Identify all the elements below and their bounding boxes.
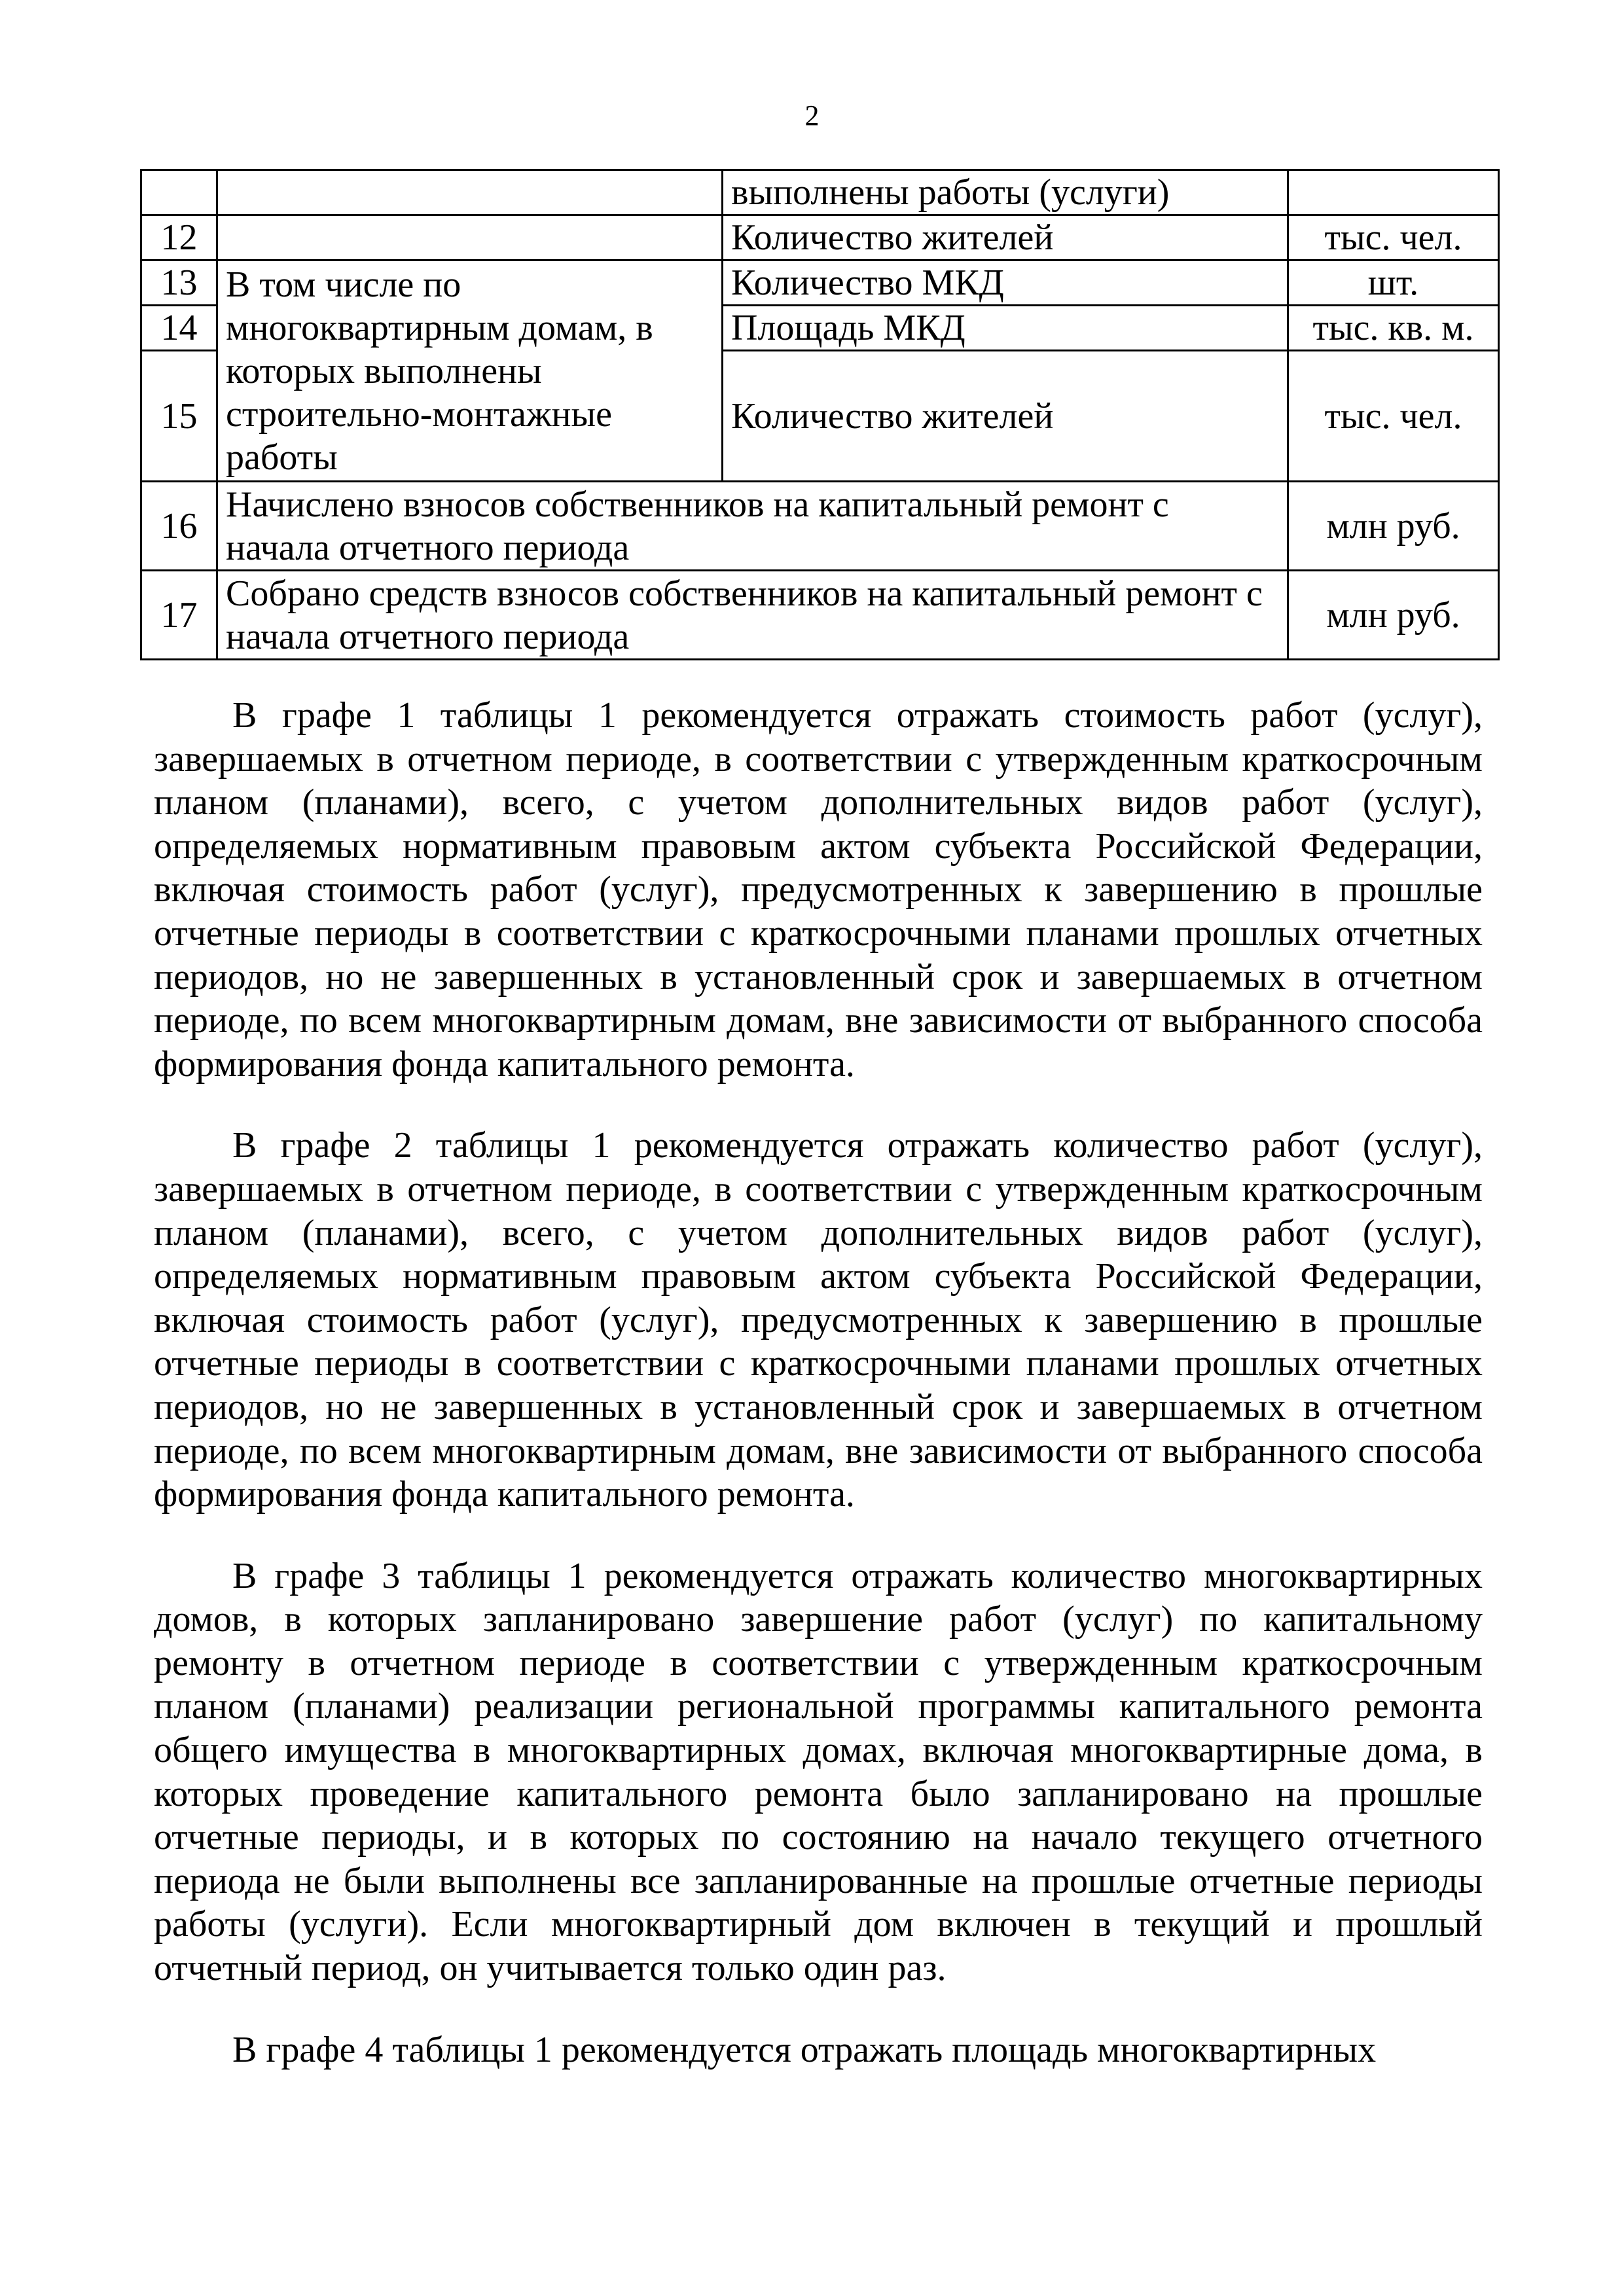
unit-cell: шт. [1288, 260, 1499, 306]
indicator-cell: Площадь МКД [723, 306, 1288, 351]
table-row [141, 571, 1499, 660]
row-number: 13 [141, 260, 217, 306]
paragraph: В графе 4 таблицы 1 рекомендуется отражать площадь многоквартирных [232, 2029, 1377, 2070]
row-number: 14 [141, 306, 217, 351]
group-label-cell: В том числе по многоквартирным домам, в которых выполнены строительно-монтажные работы [217, 260, 723, 482]
row-number: 15 [141, 351, 217, 482]
paragraph: В графе 2 таблицы 1 рекомендуется отражать количество работ (услуг), завершаемых в отчетном периоде, в соответствии с утвержденным краткосрочным планом (планами), всего, с учетом дополнительных видов работ (услуг), определяемых нормативным правовым актом субъекта Российской Федерации, включая стоимость работ (услуг), предусмотренных к завершению в прошлые отчетные периоды в соответствии с краткосрочными планами прошлых отчетных периодов, но не завершенных в установленный срок и завершаемых в отчетном периоде, по всем многоквартирным домам, вне зависимости от выбранного способа формирования фонда капитального ремонта. [154, 1125, 1483, 1515]
unit-cell: млн руб. [1288, 571, 1499, 660]
table-row [141, 170, 1499, 215]
table-row [141, 260, 1499, 306]
unit-cell: тыс. чел. [1288, 351, 1499, 482]
row-number: 16 [141, 482, 217, 571]
paragraph: В графе 1 таблицы 1 рекомендуется отражать стоимость работ (услуг), завершаемых в отчетном периоде, в соответствии с утвержденным краткосрочным планом (планами), всего, с учетом дополнительных видов работ (услуг), определяемых нормативным правовым актом субъекта Российской Федерации, включая стоимость работ (услуг), предусмотренных к завершению в прошлые отчетные периоды в соответствии с краткосрочными планами прошлых отчетных периодов, но не завершенных в установленный срок и завершаемых в отчетном периоде, по всем многоквартирным домам, вне зависимости от выбранного способа формирования фонда капитального ремонта. [154, 695, 1483, 1085]
row-number: 17 [141, 571, 217, 660]
table-row [141, 482, 1499, 571]
indicator-cell: Количество жителей [723, 351, 1288, 482]
row-label-continued [217, 170, 723, 215]
unit-cell: тыс. чел. [1288, 215, 1499, 260]
indicator-cell: выполнены работы (услуги) [723, 170, 1288, 215]
indicator-cell: Собрано средств взносов собственников на капитальный ремонт с начала отчетного периода [217, 571, 1288, 660]
row-label-continued [217, 215, 723, 260]
page-number: 2 [804, 99, 820, 132]
table-row [141, 215, 1499, 260]
unit-cell [1288, 170, 1499, 215]
indicator-cell: Количество жителей [723, 215, 1288, 260]
body-text [154, 694, 1483, 2109]
unit-cell: млн руб. [1288, 482, 1499, 571]
row-number [141, 170, 217, 215]
unit-cell: тыс. кв. м. [1288, 306, 1499, 351]
indicator-cell: Количество МКД [723, 260, 1288, 306]
row-number: 12 [141, 215, 217, 260]
indicators-table [140, 169, 1500, 660]
indicator-cell: Начислено взносов собственников на капитальный ремонт с начала отчетного периода [217, 482, 1288, 571]
paragraph: В графе 3 таблицы 1 рекомендуется отражать количество многоквартирных домов, в которых запланировано завершение работ (услуг) по капитальному ремонту в отчетном периоде в соответствии с утвержденным краткосрочным планом (планами) реализации региональной программы капитального ремонта общего имущества в многоквартирных домах, включая многоквартирные дома, в которых проведение капитального ремонта было запланировано на прошлые отчетные периоды, и в которых по состоянию на начало текущего отчетного периода не были выполнены все запланированные на прошлые отчетные периоды работы (услуги). Если многоквартирный дом включен в текущий и прошлый отчетный период, он учитывается только один раз. [154, 1555, 1483, 1989]
